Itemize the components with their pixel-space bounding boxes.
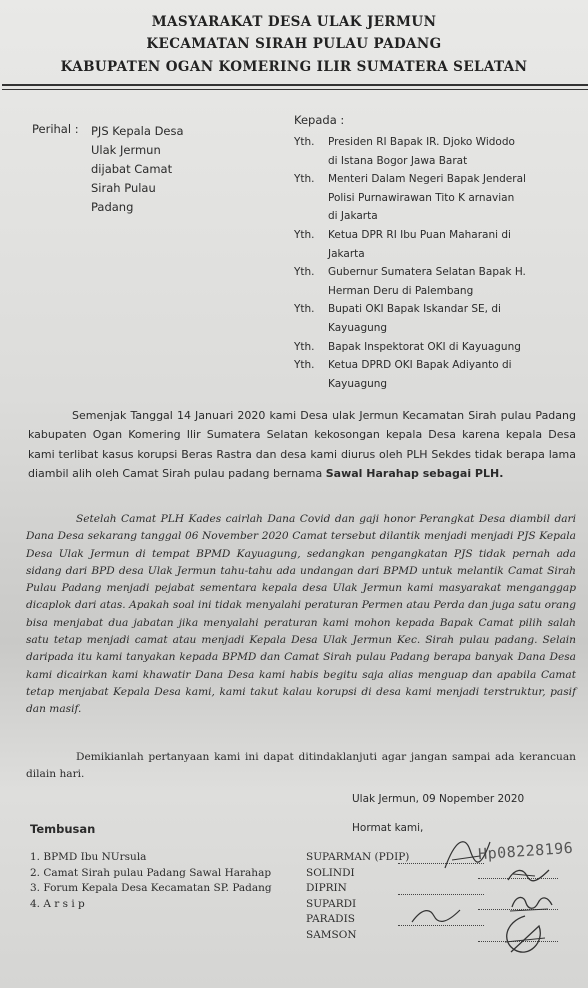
body-paragraph-3: Demikianlah pertanyaan kami ini dapat ditindaklanjuti agar jangan sampai ada kerancuan dilain hari.	[26, 751, 576, 781]
kepada-label: Kepada :	[294, 113, 345, 127]
perihal-block	[91, 122, 184, 217]
signatory-name: SAMSON	[306, 928, 357, 941]
signatory-list	[306, 850, 409, 944]
signature-scribble-4	[408, 904, 466, 928]
body-paragraph-1	[28, 406, 576, 483]
recipient-line: Herman Deru di Palembang	[328, 284, 474, 297]
handwritten-phone: Hp08228196	[477, 838, 574, 864]
recipient-line: Ketua DPR RI Ibu Puan Maharani di	[328, 228, 511, 241]
recipient-yth: Yth.	[294, 359, 315, 372]
perihal-label: Perihal :	[32, 122, 79, 136]
recipient-yth: Yth.	[294, 266, 315, 279]
recipient-line: Gubernur Sumatera Selatan Bapak H.	[328, 266, 526, 279]
recipient-yth: Yth.	[294, 173, 315, 186]
tembusan-item: 2. Camat Sirah pulau Padang Sawal Harahap	[30, 866, 272, 879]
recipient-yth: Yth.	[294, 228, 315, 241]
recipient-line: Jakarta	[328, 247, 365, 260]
signature-line	[398, 894, 484, 895]
recipient-4	[294, 263, 584, 300]
recipient-line: Presiden RI Bapak IR. Djoko Widodo	[328, 136, 515, 148]
perihal-line: Sirah Pulau	[91, 181, 156, 195]
signatory-name: SOLINDI	[306, 866, 355, 879]
perihal-line: dijabat Camat	[91, 162, 173, 176]
recipient-line: Bapak Inspektorat OKI di Kayuagung	[328, 340, 521, 353]
body-paragraph-2: Setelah Camat PLH Kades cairlah Dana Covid dan gaji honor Perangkat Desa diambil dari Dana Desa sekarang tanggal 06 November 2020 Camat tersebut dilantik menjadi menjadi PJS Kepala Desa Ulak Jermun di tempat BPMD Kayuagung, sedangkan pengangkatan PJS tidak pernah ada sidang dari BPD desa Ulak Jermun tahu-tahu ada undangan dari BPMD untuk melantik Camat Sirah Pulau Padang menjadi pejabat sementara kepala desa Ulak Jermun kami masyarakat menganggap dicaplok dari atas. Apakah soal ini tidak menyalahi peraturan Permen atau Perda dan juga satu orang bisa menjabat dua jabatan jika menyalahi peraturan kami mohon kepada Bapak Camat pilih salah satu tetap menjadi camat atau menjadi Kepala Desa Ulak Jermun Kec. Sirah pulau padang. Selain daripada itu kami tanyakan kepada BPMD dan Camat Sirah pulau Padang berapa banyak Dana Desa kami dicairkan kami khawatir Dana Desa kami habis begitu saja alias menguap dan apabila Camat tetap menjabat Kepala Desa kami, kami takut kalau korupsi di desa kami menjadi terstruktur, pasif dan masif.	[26, 513, 576, 716]
body-paragraph-1-bold: Sawal Harahap sebagai PLH.	[325, 466, 504, 480]
letterhead-rule-thin	[2, 89, 588, 90]
hormat-kami: Hormat kami,	[352, 822, 424, 834]
recipient-1	[294, 133, 584, 170]
tembusan-item: 4. A r s i p	[30, 897, 85, 910]
recipient-7	[294, 356, 584, 393]
tembusan-label: Tembusan	[30, 822, 96, 836]
body-paragraph-1-text: Semenjak Tanggal 14 Januari 2020 kami Desa ulak Jermun Kecamatan Sirah pulau Padang kabupaten Ogan Komering Ilir Sumatera Selatan kekosongan kepala Desa karena kepala Desa kami terlibat kasus korupsi Beras Rastra dan desa kami diurus oleh PLH Sekdes tidak berapa lama diambil alih oleh Camat Sirah pulau padang bernama	[28, 409, 576, 480]
recipient-5	[294, 300, 584, 337]
letterhead-line-1: MASYARAKAT DESA ULAK JERMUN	[151, 14, 437, 30]
tembusan-item: 3. Forum Kepala Desa Kecamatan SP. Padang	[30, 882, 272, 894]
letterhead-line-2: KECAMATAN SIRAH PULAU PADANG	[146, 36, 442, 52]
signature-scribble-5	[495, 912, 555, 958]
recipient-line: di Istana Bogor Jawa Barat	[328, 154, 468, 167]
signature-scribble-1	[440, 830, 500, 878]
perihal-line: Ulak Jermun	[91, 143, 161, 157]
recipient-list	[294, 133, 584, 393]
recipient-3	[294, 226, 584, 263]
letterhead-rule-thick	[2, 84, 588, 86]
recipient-2	[294, 170, 584, 226]
perihal-line: PJS Kepala Desa	[91, 124, 184, 138]
recipient-line: Kayuagung	[328, 321, 388, 334]
recipient-line: Kayuagung	[328, 377, 388, 390]
signatory-name: PARADIS	[306, 913, 355, 926]
recipient-yth: Yth.	[294, 303, 315, 316]
recipient-6	[294, 338, 584, 357]
letterhead-line-3: KABUPATEN OGAN KOMERING ILIR SUMATERA SELATAN	[60, 59, 528, 75]
recipient-line: Bupati OKI Bapak Iskandar SE, di	[328, 303, 501, 316]
recipient-line: Ketua DPRD OKI Bapak Adiyanto di	[328, 359, 512, 372]
signatory-name: SUPARDI	[306, 897, 357, 910]
recipient-yth: Yth.	[294, 340, 315, 353]
recipient-line: Polisi Purnawirawan Tito K arnavian	[328, 191, 515, 204]
signatory-name: SUPARMAN (PDIP)	[306, 851, 410, 863]
place-date: Ulak Jermun, 09 Nopember 2020	[352, 793, 525, 805]
recipient-yth: Yth.	[294, 136, 315, 148]
signatory-name: DIPRIN	[306, 882, 347, 895]
signature-scribble-2	[505, 864, 555, 886]
perihal-line: Padang	[91, 200, 134, 214]
tembusan-list	[30, 850, 272, 912]
recipient-line: di Jakarta	[328, 210, 378, 223]
recipient-line: Menteri Dalam Negeri Bapak Jenderal	[328, 173, 526, 186]
tembusan-item: 1. BPMD Ibu NUrsula	[30, 851, 147, 863]
